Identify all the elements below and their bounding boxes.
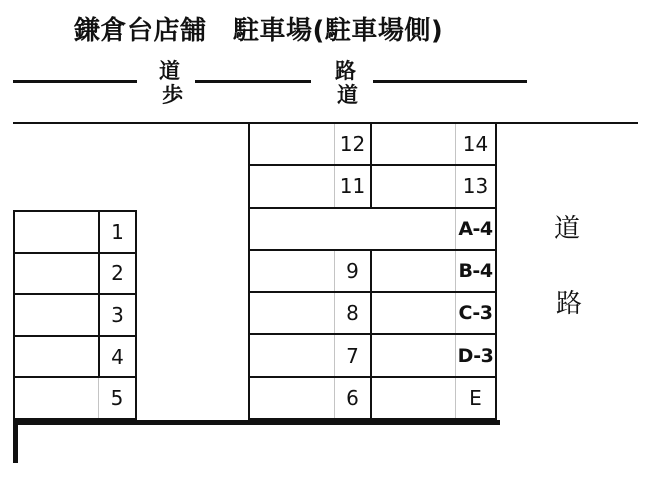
property-boundary-stub — [13, 420, 18, 463]
table-row — [250, 124, 495, 166]
table-row — [15, 337, 135, 379]
parking-space-area — [15, 254, 98, 294]
parking-space-number: 6 — [335, 378, 372, 418]
table-row — [250, 378, 495, 418]
parking-table-right — [248, 122, 497, 420]
parking-space-number: 7 — [335, 335, 372, 375]
table-row — [15, 378, 135, 418]
parking-space-number: C-3 — [458, 302, 493, 325]
table-row — [250, 166, 495, 208]
parking-space-area — [250, 209, 456, 249]
right-road-label-ro: 路 — [556, 289, 583, 319]
parking-space-number: 12 — [335, 124, 372, 164]
parking-space-area — [372, 335, 456, 375]
table-row — [15, 295, 135, 337]
road-label-michi: 道 — [159, 59, 180, 83]
parking-space-area — [15, 295, 98, 335]
parking-space-number: 3 — [98, 295, 135, 335]
table-row — [250, 335, 495, 377]
parking-space-number: 2 — [98, 254, 135, 294]
parking-space-number: E — [469, 385, 482, 410]
road-label-ro: 路 — [335, 59, 356, 83]
parking-space-number: A-4 — [458, 217, 493, 240]
road-line-segment-middle — [195, 80, 311, 83]
parking-space-area — [372, 124, 456, 164]
parking-space-number: 9 — [335, 251, 372, 291]
parking-space-number: 14 — [462, 132, 489, 157]
parking-space-area — [250, 124, 335, 164]
parking-space-number: 13 — [462, 174, 489, 199]
road-line-segment-left — [13, 80, 137, 83]
right-road-label-michi: 道 — [554, 214, 581, 244]
parking-space-area — [15, 378, 98, 418]
parking-space-number: 4 — [98, 337, 135, 377]
parking-space-number: 1 — [98, 212, 135, 252]
parking-space-area — [372, 293, 456, 333]
parking-space-area — [15, 337, 98, 377]
table-row — [15, 212, 135, 254]
sidewalk-label-dou: 道 — [337, 83, 358, 107]
property-boundary-line — [13, 420, 500, 425]
parking-space-area — [250, 293, 335, 333]
parking-space-number: 5 — [98, 378, 135, 418]
parking-space-number: D-3 — [457, 344, 494, 367]
parking-space-number: B-4 — [458, 259, 493, 282]
parking-space-number: 11 — [335, 166, 372, 206]
parking-space-area — [250, 166, 335, 206]
parking-space-area — [250, 378, 335, 418]
parking-space-area — [372, 166, 456, 206]
table-row — [15, 254, 135, 296]
parking-space-number: 8 — [335, 293, 372, 333]
table-row — [250, 209, 495, 251]
parking-space-area — [15, 212, 98, 252]
parking-table-left — [13, 210, 137, 420]
road-line-segment-right — [373, 80, 527, 83]
page-title: 鎌倉台店舗 駐車場(駐車場側) — [74, 16, 444, 46]
parking-space-area — [250, 251, 335, 291]
table-row — [250, 251, 495, 293]
table-row — [250, 293, 495, 335]
sidewalk-label-ho: 歩 — [162, 83, 183, 107]
parking-space-area — [250, 335, 335, 375]
parking-space-area — [372, 378, 456, 418]
parking-space-area — [372, 251, 456, 291]
